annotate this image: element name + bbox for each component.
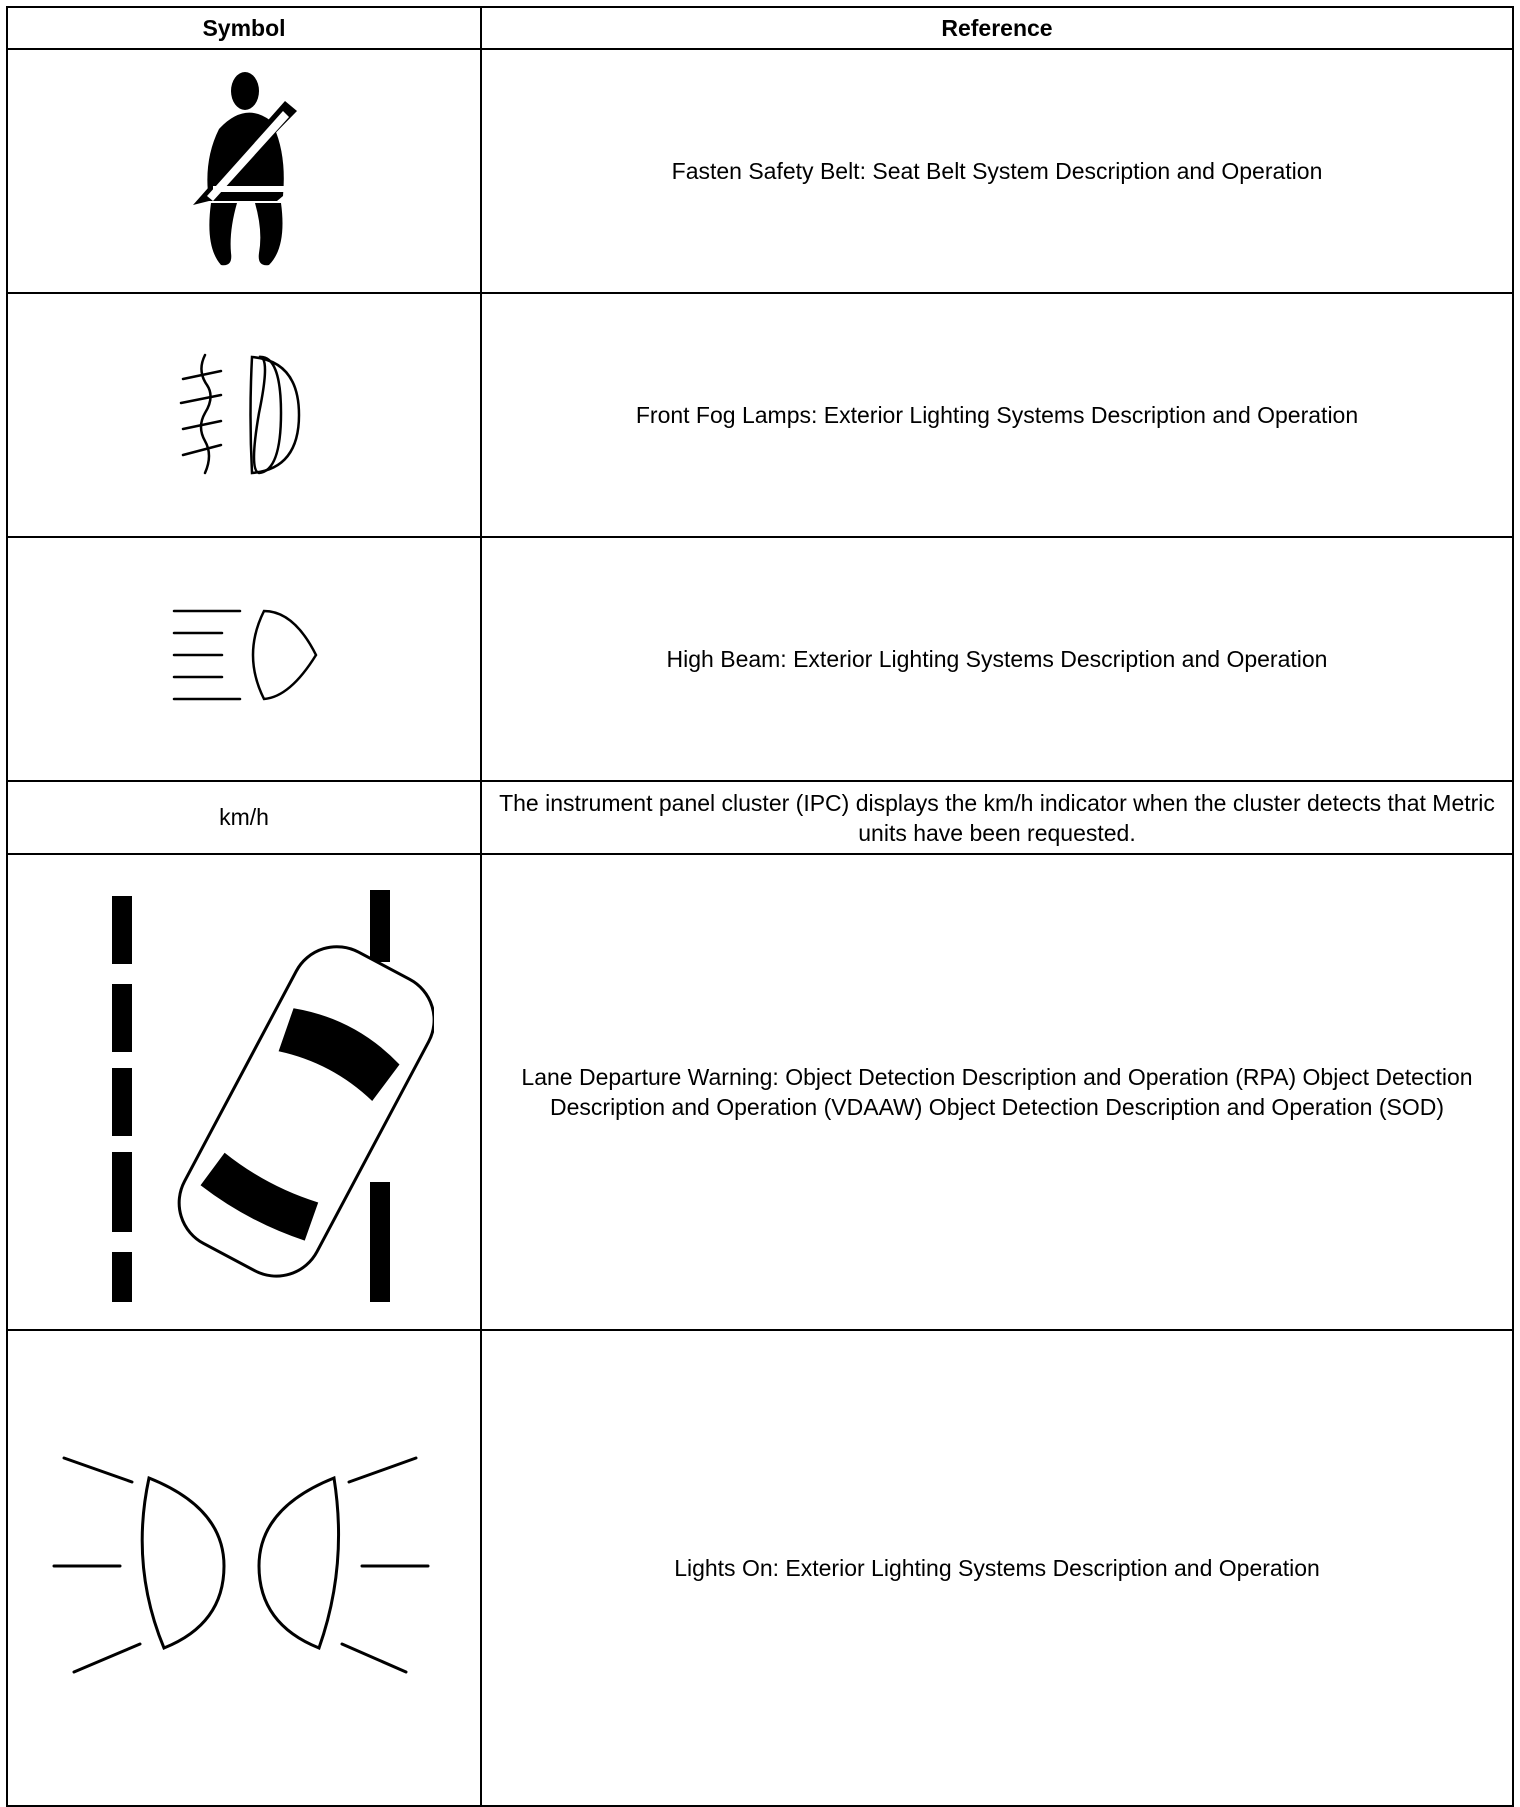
table-row: [7, 1330, 1513, 1806]
reference-cell: Lane Departure Warning: Object Detection Description and Operation (RPA) Object Detection Description and Operation (VDAAW) Object Detection Description and Operation (SOD): [481, 854, 1513, 1330]
table-row: [7, 537, 1513, 781]
reference-cell: The instrument panel cluster (IPC) displays the km/h indicator when the cluster detects that Metric units have been requested.: [481, 781, 1513, 854]
seat-belt-icon: [179, 71, 309, 271]
table-row: [7, 781, 1513, 854]
table-row: [7, 49, 1513, 293]
reference-cell: Front Fog Lamps: Exterior Lighting Systems Description and Operation: [481, 293, 1513, 537]
symbol-cell: [7, 854, 481, 1330]
symbol-cell: [7, 537, 481, 781]
table-header-row: [7, 7, 1513, 49]
lane-departure-icon: [54, 882, 434, 1302]
symbol-cell: [7, 293, 481, 537]
front-fog-lamp-icon: [169, 345, 319, 485]
reference-cell: Lights On: Exterior Lighting Systems Description and Operation: [481, 1330, 1513, 1806]
symbol-column-header: Symbol: [7, 7, 481, 49]
reference-cell: Fasten Safety Belt: Seat Belt System Description and Operation: [481, 49, 1513, 293]
kmh-symbol-text: km/h: [7, 781, 481, 854]
table-row: [7, 293, 1513, 537]
symbol-cell: [7, 49, 481, 293]
reference-column-header: Reference: [481, 7, 1513, 49]
symbol-cell: [7, 1330, 481, 1806]
symbol-reference-table: [6, 6, 1514, 1807]
high-beam-icon: [164, 599, 324, 719]
lights-on-icon: [44, 1448, 444, 1688]
reference-cell: High Beam: Exterior Lighting Systems Description and Operation: [481, 537, 1513, 781]
table-row: [7, 854, 1513, 1330]
